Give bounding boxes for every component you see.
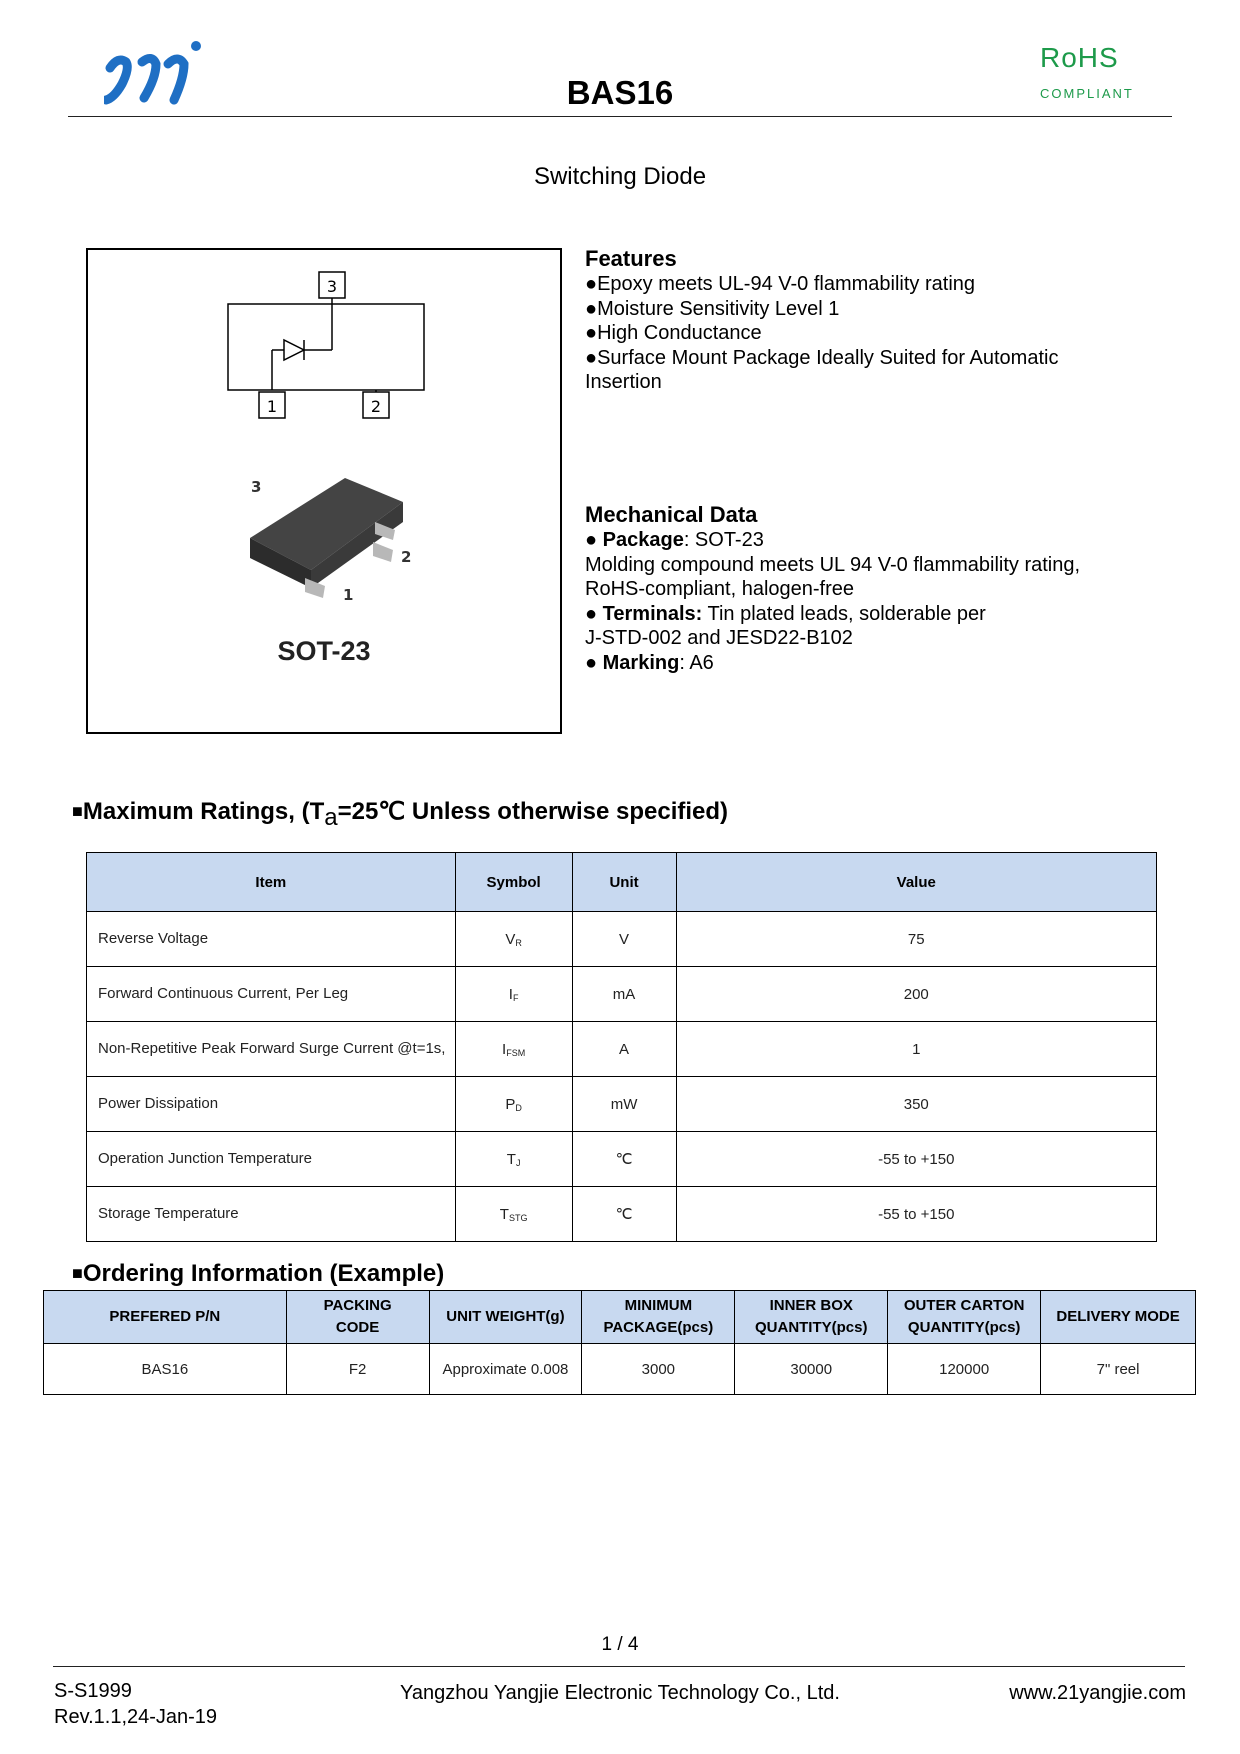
- mechanical-terminals-2: J-STD-002 and JESD22-B102: [585, 627, 853, 649]
- mechanical-data-section: [585, 502, 1145, 675]
- cell-symbol: $V_R$: [455, 912, 572, 967]
- ratings-heading: ■Maximum Ratings, ($T_a=25℃$ Unless otherwise specified): [72, 798, 729, 831]
- cell-inner-box: 30000: [735, 1344, 888, 1395]
- feature-item: ●Surface Mount Package Ideally Suited for Automatic Insertion: [585, 346, 1059, 393]
- cell-unit: ℃: [572, 1132, 676, 1187]
- cell-symbol: $I_F$: [455, 967, 572, 1022]
- col-inner-box: INNER BOX QUANTITY(pcs): [735, 1291, 888, 1344]
- page-number: 1 / 4: [601, 1634, 639, 1655]
- cell-item: Storage Temperature: [87, 1187, 456, 1242]
- table-row: [87, 1132, 1157, 1187]
- sot23-package-render: [245, 470, 425, 610]
- feature-item: ●Epoxy meets UL-94 V-0 flammability rating: [585, 273, 976, 295]
- schematic-pin-1: 1: [266, 397, 278, 416]
- mechanical-heading: Mechanical Data: [585, 502, 758, 527]
- cell-unit-weight: Approximate 0.008: [429, 1344, 582, 1395]
- footer-divider: [53, 1666, 1185, 1667]
- cell-unit: V: [572, 912, 676, 967]
- col-unit-weight: UNIT WEIGHT(g): [429, 1291, 582, 1344]
- company-name: Yangzhou Yangjie Electronic Technology Co., Ltd.: [400, 1682, 840, 1704]
- table-row: [44, 1344, 1196, 1395]
- cell-item: Power Dissipation: [87, 1077, 456, 1132]
- package-pin-3: 3: [251, 478, 262, 496]
- cell-symbol: $T_J$: [455, 1132, 572, 1187]
- cell-value: 350: [676, 1077, 1157, 1132]
- ordering-heading: ■Ordering Information (Example): [72, 1260, 445, 1287]
- cell-delivery-mode: 7" reel: [1041, 1344, 1196, 1395]
- col-pn: PREFERED P/N: [44, 1291, 287, 1344]
- website-link[interactable]: www.21yangjie.com: [1009, 1682, 1186, 1704]
- cell-symbol: $T_{STG}$: [455, 1187, 572, 1242]
- table-row: [87, 1022, 1157, 1077]
- cell-packing-code: F2: [286, 1344, 429, 1395]
- pinout-schematic: [220, 268, 440, 428]
- col-symbol: Symbol: [455, 853, 572, 912]
- cell-value: -55 to +150: [676, 1187, 1157, 1242]
- cell-unit: mW: [572, 1077, 676, 1132]
- cell-symbol: $P_D$: [455, 1077, 572, 1132]
- col-minimum-package: MINIMUM PACKAGE(pcs): [582, 1291, 735, 1344]
- mechanical-molding: Molding compound meets UL 94 V-0 flammability rating,: [585, 553, 1081, 576]
- schematic-pin-3: 3: [326, 277, 338, 296]
- cell-outer-carton: 120000: [888, 1344, 1041, 1395]
- table-row: [87, 1187, 1157, 1242]
- page-title: BAS16: [566, 74, 674, 111]
- cell-unit: A: [572, 1022, 676, 1077]
- col-value: Value: [676, 853, 1157, 912]
- col-item: Item: [87, 853, 456, 912]
- cell-unit: mA: [572, 967, 676, 1022]
- rohs-mark: RoHS: [1040, 42, 1119, 73]
- table-header-row: [87, 853, 1157, 912]
- table-row: [87, 912, 1157, 967]
- feature-item: ●Moisture Sensitivity Level 1: [585, 297, 840, 320]
- mechanical-molding-2: RoHS-compliant, halogen-free: [585, 578, 855, 600]
- cell-item: Forward Continuous Current, Per Leg: [87, 967, 456, 1022]
- cell-minimum-package: 3000: [582, 1344, 735, 1395]
- cell-item: Reverse Voltage: [87, 912, 456, 967]
- mechanical-marking: ● Marking: A6: [585, 651, 714, 674]
- col-outer-carton: OUTER CARTON QUANTITY(pcs): [888, 1291, 1041, 1344]
- cell-value: 75: [676, 912, 1157, 967]
- cell-symbol: $I_{FSM}$: [455, 1022, 572, 1077]
- maximum-ratings-table: [86, 852, 1157, 1242]
- revision-info: Rev.1.1,24-Jan-19: [54, 1706, 218, 1728]
- col-unit: Unit: [572, 853, 676, 912]
- document-subtitle: Switching Diode: [533, 163, 707, 190]
- cell-pn: BAS16: [44, 1344, 287, 1395]
- features-section: [585, 246, 1145, 395]
- col-packing-code: PACKING CODE: [286, 1291, 429, 1344]
- header-divider: [68, 116, 1172, 117]
- cell-value: 200: [676, 967, 1157, 1022]
- cell-value: 1: [676, 1022, 1157, 1077]
- schematic-pin-2: 2: [370, 397, 382, 416]
- cell-unit: ℃: [572, 1187, 676, 1242]
- document-id: S-S1999: [54, 1680, 132, 1702]
- cell-item: Operation Junction Temperature: [87, 1132, 456, 1187]
- ordering-information-table: [43, 1290, 1196, 1395]
- cell-value: -55 to +150: [676, 1132, 1157, 1187]
- cell-item: Non-Repetitive Peak Forward Surge Current @t=1s,: [87, 1022, 456, 1077]
- mechanical-package: ● Package: SOT-23: [585, 529, 764, 551]
- table-header-row: [44, 1291, 1196, 1344]
- table-row: [87, 967, 1157, 1022]
- package-pin-1: 1: [343, 586, 354, 604]
- feature-item: ●High Conductance: [585, 322, 762, 344]
- features-heading: Features: [585, 246, 677, 271]
- package-pin-2: 2: [401, 548, 412, 566]
- mechanical-terminals: ● Terminals: Tin plated leads, solderable per: [585, 602, 986, 625]
- col-delivery-mode: DELIVERY MODE: [1041, 1291, 1196, 1344]
- table-row: [87, 1077, 1157, 1132]
- package-label: SOT-23: [277, 636, 371, 666]
- rohs-compliant-label: COMPLIANT: [1040, 86, 1134, 101]
